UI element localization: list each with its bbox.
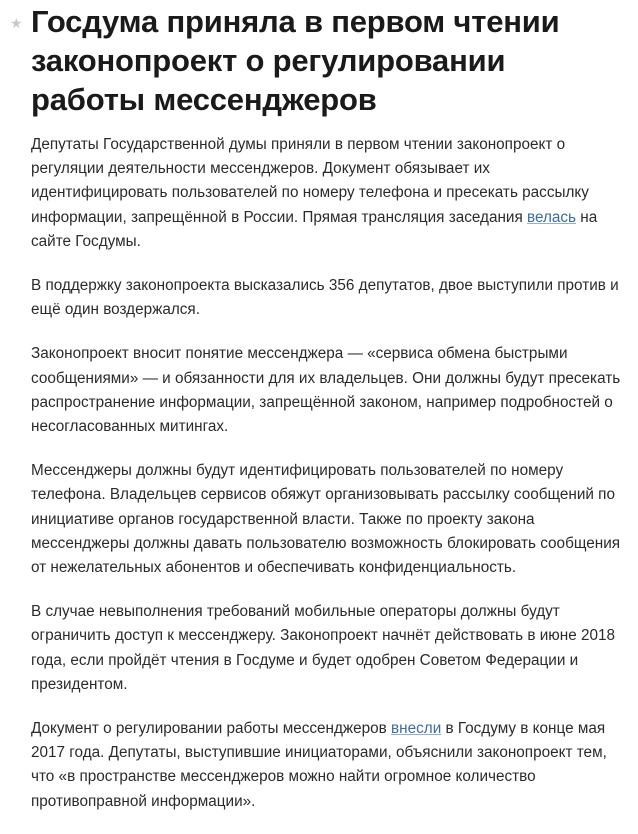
article-body <box>31 133 627 814</box>
paragraph-5: В случае невыполнения требований мобильные операторы должны будут ограничить доступ к мессенджеру. Законопроект начнёт действовать в июне 2018 года, если пройдёт чтения в Госдуме и будет одобрен Советом Федерации и президентом. <box>31 603 615 693</box>
paragraph-6-text-after: в Госдуму в конце мая 2017 года. Депутаты, выступившие инициаторами, объяснили законопроект тем, что «в пространстве мессенджеров можно найти огромное количество противоправной информации». <box>31 720 607 810</box>
article-title: Госдума приняла в первом чтении законопроект о регулировании работы мессенджеров <box>31 4 560 117</box>
submission-link[interactable]: внесли <box>391 720 442 738</box>
paragraph-1 <box>31 133 627 254</box>
paragraph-2: В поддержку законопроекта высказались 356 депутатов, двое выступили против и ещё один воздержался. <box>31 277 619 319</box>
paragraph-6-text-before: Документ о регулировании работы мессенджеров <box>31 720 392 738</box>
bookmark-star-icon[interactable]: ★ <box>10 15 23 31</box>
broadcast-link[interactable]: велась <box>527 208 577 226</box>
paragraph-1-text-before: Депутаты Государственной думы приняли в первом чтении законопроект о регуляции деятельности мессенджеров. Документ обязывает их идентифицировать пользователей по номеру телефона и пресекать рассылку информации, запрещённой в России. Прямая трансляция заседания <box>31 136 589 226</box>
paragraph-6 <box>31 717 627 814</box>
article <box>31 0 627 834</box>
paragraph-3: Законопроект вносит понятие мессенджера — «сервиса обмена быстрыми сообщениями» — и обязанности для их владельцев. Они должны будут пресекать распространение информации, запрещённой законом, например подробностей о несогласованных митингах. <box>31 345 621 436</box>
paragraph-4: Мессенджеры должны будут идентифицировать пользователей по номеру телефона. Владельцев сервисов обяжут организовывать рассылку сообщений по инициативе органов государственной власти. Также по проекту закона мессенджеры должны давать пользователю возможность блокировать сообщения от нежелательных абонентов и обеспечивать конфиденциальность. <box>31 462 621 577</box>
paragraph-1-text-after: на сайте Госдумы. <box>31 208 598 250</box>
